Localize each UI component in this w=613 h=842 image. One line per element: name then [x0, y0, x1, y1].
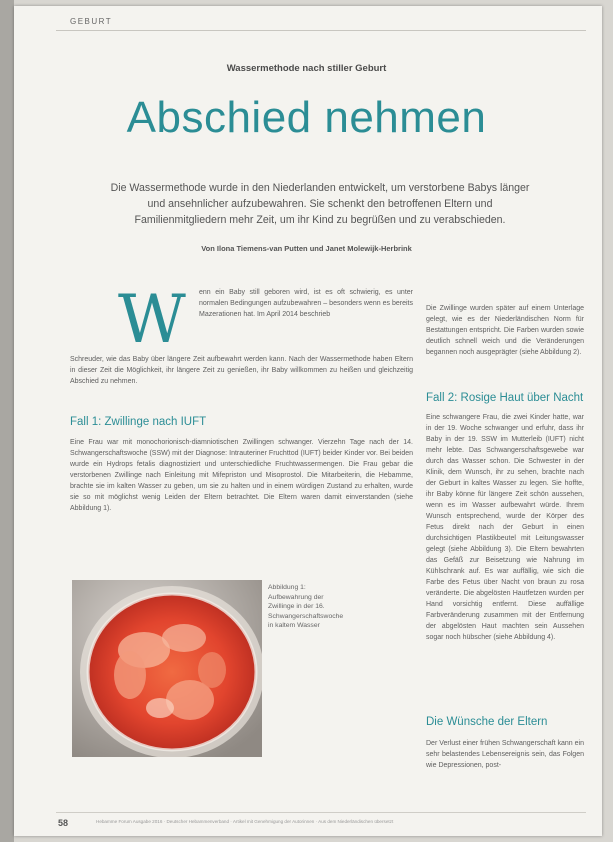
- header-rule: [56, 30, 586, 31]
- right-column-top: [426, 303, 584, 358]
- heading-fall-1: Fall 1: Zwillinge nach IUFT: [70, 416, 207, 428]
- fall-2-body: [426, 412, 584, 643]
- article-kicker: Wassermethode nach stiller Geburt: [226, 63, 387, 74]
- intro-paragraph-cont: [70, 354, 413, 387]
- article-lead: Die Wassermethode wurde in den Niederlanden entwickelt, um verstorbene Babys länger und ansehnlicher aufzubewahren. Sie schenkt den betroffenen Eltern und Familienmitgliedern mehr Zeit, um ihr Kind zu begrüßen und zu verabschieden.: [110, 182, 530, 226]
- footer-rule: [56, 812, 586, 813]
- fall-1-text: Eine Frau war mit monochorionisch-diamniotischen Zwillingen schwanger. Vierzehn Tage nach der 14. Schwangerschaftswoche (SSW) mit der Diagnose: Intrauteriner Fruchttod (IUFT) beider Kinder vor. Bei beiden wurde ein Hydrops fetalis diagnostiziert und unterschiedliche Fruchtwassermengen. Die Frau gebar die verstorbenen Zwillinge nach Einleitung mit Mifepriston und Misoprostol. Die Mitarbeiterin, die Hebamme, brachte sie im kalten Wasser zu geben, um sie zu halten und in einem würdigen Zustand zu erhalten, wurde sie so mit möglichst wenig Leiden der Eltern betrachtet. Die Eltern waren damit einverstanden (siehe Abbildung 1).: [70, 439, 413, 512]
- fall-1-body: [70, 437, 413, 514]
- heading-wuensche: Die Wünsche der Eltern: [426, 716, 548, 728]
- footer-note: Hebamme Forum Ausgabe 2016 · Deutscher Hebammenverband · Artikel mit Genehmigung der Autorinnen · Aus dem Niederländischen übersetzt: [96, 819, 394, 824]
- article-byline: Von Ilona Tiemens-van Putten und Janet Molewijk-Herbrink: [201, 244, 412, 253]
- twins-in-water-image: [72, 580, 262, 757]
- intro-paragraph: [199, 287, 413, 320]
- intro-text-b: Schreuder, wie das Baby über längere Zeit aufbewahrt werden kann. Nach der Wassermethode haben Eltern in dieser Zeit die Möglichkeit, ihr längere Zeit zu genießen, ihr Baby willkommen zu heißen und gleichzeitig Abschied zu nehmen.: [70, 356, 413, 385]
- figure-1-caption: Abbildung 1: Aufbewahrung der Zwillinge in der 16. Schwangerschaftswoche in kaltem Wasser: [268, 584, 344, 629]
- right-top-text: Die Zwillinge wurden später auf einem Unterlage gelegt, wie es der Niederländischen Norm für Bestattungen entspricht. Die Farben wurden sowie deutlich schnell weich und die Veränderungen begannen noch ausgeprägter (siehe Abbildung 2).: [426, 305, 584, 356]
- section-label: GEBURT: [70, 17, 113, 26]
- article-title: Abschied nehmen: [126, 93, 487, 142]
- heading-fall-2: Fall 2: Rosige Haut über Nacht: [426, 392, 584, 404]
- wuensche-body: [426, 738, 584, 771]
- page-number: 58: [58, 818, 69, 828]
- drop-cap: W: [118, 281, 186, 358]
- figure-1-photo: [72, 580, 262, 757]
- fall-2-text: Eine schwangere Frau, die zwei Kinder hatte, war in der 19. Woche schwanger und erfuhr, dass ihr Baby in der 19. SSW im Mutterleib (IUFT) nicht mehr lebte. Das Schwangerschaftsgewebe war durch das Wasser schon. Die Schwester in der Klinik, dem Wunsch, ihr zu sehen, brachte nach der Geburt in kaltes Wasser zu legen. Sie hoffte, ihr Baby könne für längere Zeit schön aussehen, wenn es im Wasser aufbewahrt würde. Ihrem Wunsch entsprechend, wurde der Körper des Fetus direkt nach der Geburt in einen durchsichtigen Plastikbeutel mit Leitungswasser gelegt (siehe Abbildung 3). Die Eltern bewahrten das Gefäß zur Beisetzung wie Nahrung im Kühlschrank auf. Es war auffällig, wie sich die Farbe des Fetus über Nacht von braun zu rosa veränderte. Die abgelösten Hautfetzen wurden per Hand vorsichtig entfernt. Diese auffällige Farbveränderung zusammen mit der Entfernung der abgelösten Haut machten sein Aussehen sogar noch hübscher (siehe Abbildung 4).: [426, 414, 584, 641]
- intro-text-a: enn ein Baby still geboren wird, ist es oft schwierig, es unter normalen Bedingungen aufzubewahren – besonders wenn es bereits Mazerationen hat. Im April 2014 beschrieb: [199, 289, 413, 318]
- wuensche-text: Der Verlust einer frühen Schwangerschaft kann ein sehr belastendes Lebensereignis sein, das Folgen wie Depressionen, post-: [426, 740, 584, 769]
